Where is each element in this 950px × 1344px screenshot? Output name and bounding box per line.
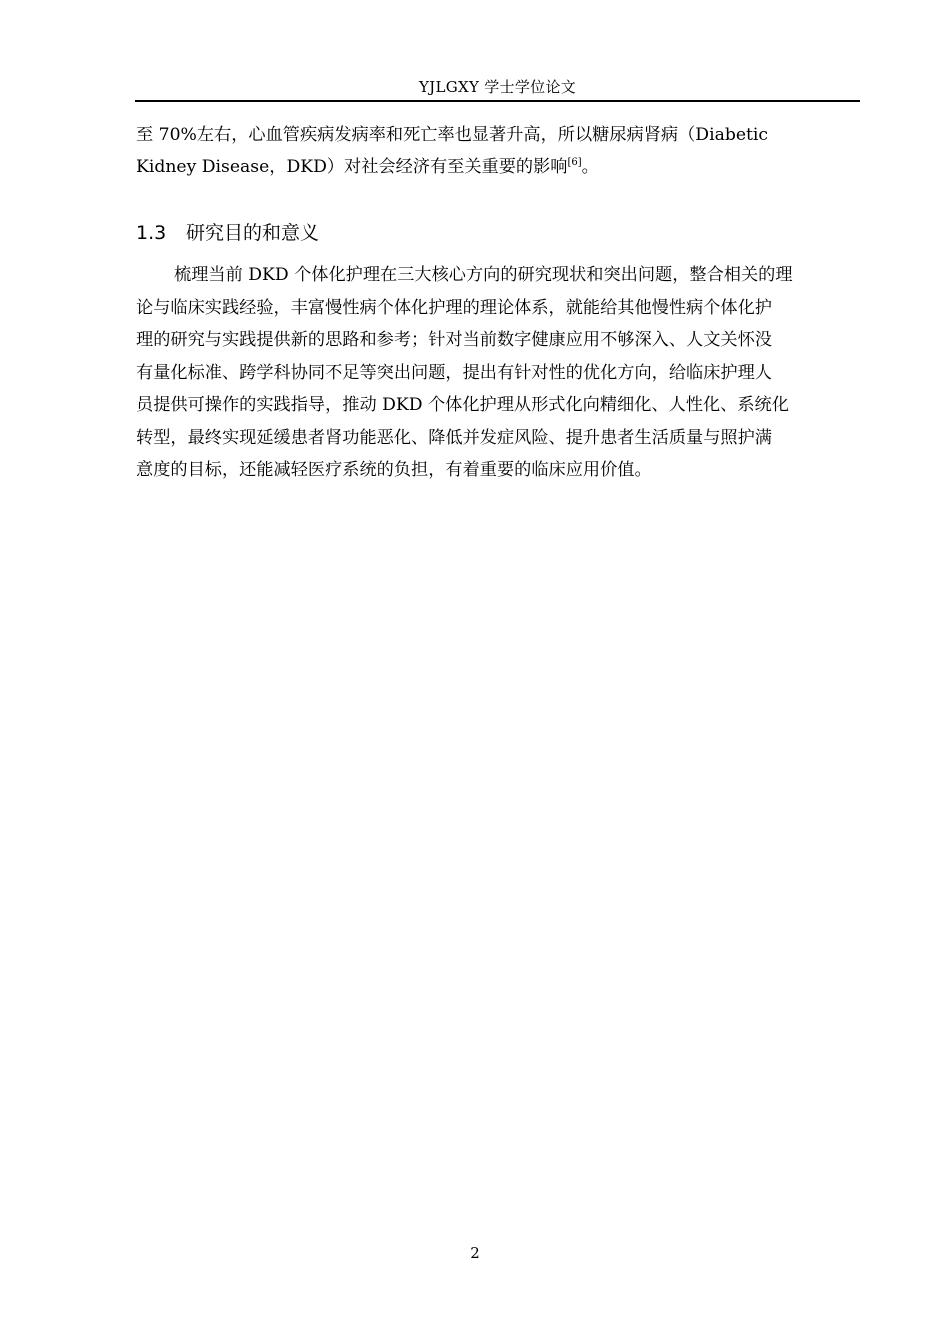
citation-marker: [6] [567, 157, 582, 168]
header-rule [135, 100, 860, 102]
paragraph-line-end: 。 [581, 157, 599, 177]
running-header: YJLGXY 学士学位论文 [418, 78, 577, 96]
paragraph-line [136, 151, 859, 183]
paragraph-line: 理的研究与实践提供新的思路和参考；针对当前数字健康应用不够深入、人文关怀没 [136, 330, 772, 350]
paragraph-line: 有量化标准、跨学科协同不足等突出问题，提出有针对性的优化方向，给临床护理人 [136, 362, 772, 383]
body-paragraph [136, 259, 859, 487]
section-heading [136, 219, 319, 247]
paragraph-line-text: Kidney Disease，DKD）对社会经济有至关重要的影响 [136, 157, 568, 177]
paragraph-line: 梳理当前 DKD 个体化护理在三大核心方向的研究现状和突出问题，整合相关的理 [174, 265, 793, 285]
paragraph-line: 转型，最终实现延缓患者肾功能恶化、降低并发症风险、提升患者生活质量与照护满 [136, 427, 772, 448]
page-number: 2 [470, 1244, 480, 1262]
body-paragraph-continued [136, 119, 859, 183]
section-number: 1.3 [136, 222, 167, 244]
paragraph-line: 员提供可操作的实践指导，推动 DKD 个体化护理从形式化向精细化、人性化、系统化 [136, 395, 789, 415]
section-title: 研究目的和意义 [186, 222, 320, 244]
paragraph-line: 至 70%左右，心血管疾病发病率和死亡率也显著升高，所以糖尿病肾病（Diabetic [136, 125, 769, 145]
paragraph-line: 论与临床实践经验，丰富慢性病个体化护理的理论体系，就能给其他慢性病个体化护 [136, 297, 772, 318]
paragraph-line: 意度的目标，还能减轻医疗系统的负担，有着重要的临床应用价值。 [136, 460, 652, 480]
